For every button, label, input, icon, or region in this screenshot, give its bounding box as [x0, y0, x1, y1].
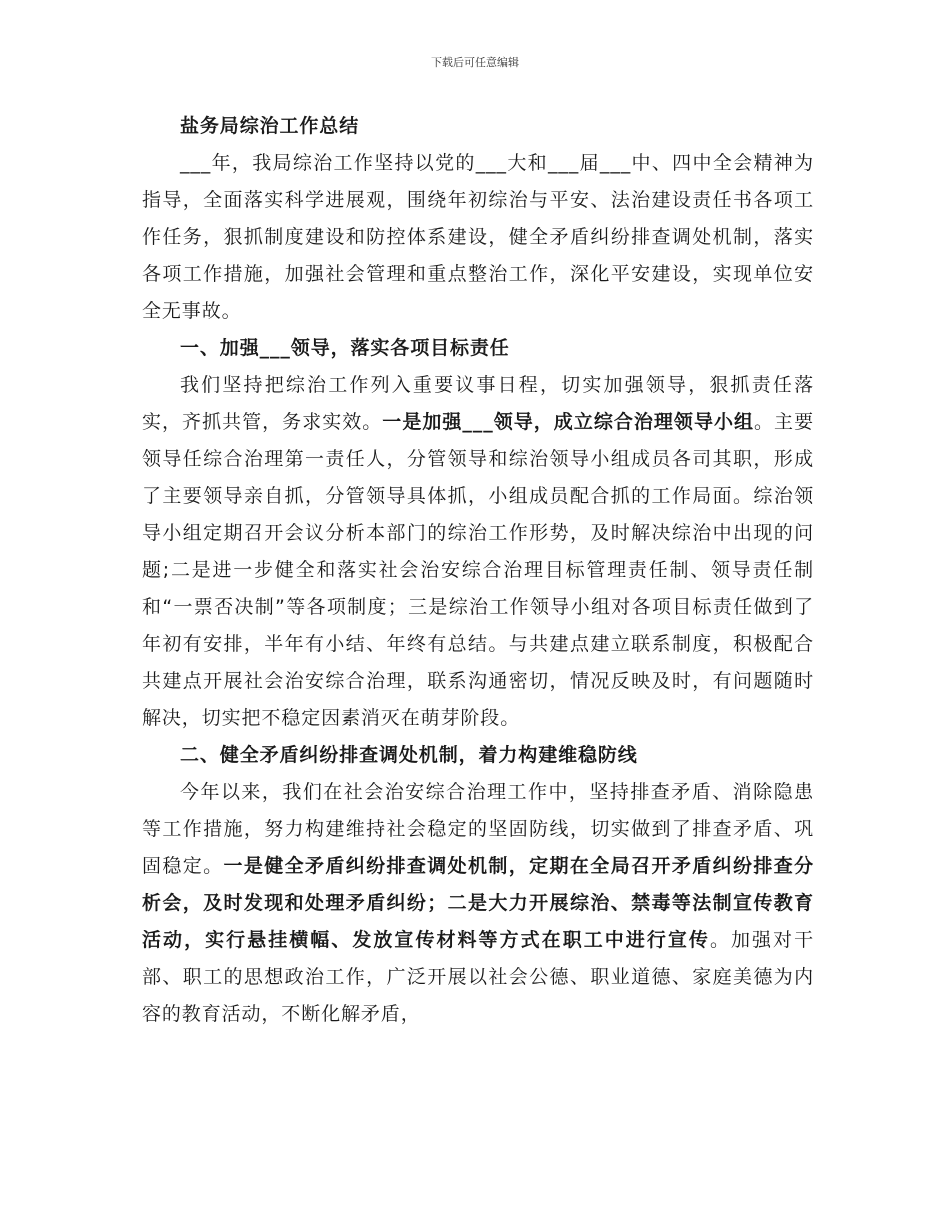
section2-paragraph — [142, 774, 814, 1033]
page-header: 下载后可任意编辑 — [431, 56, 519, 69]
section1-text-1: 我们坚持把综治工作列入重要议事日程，切实加强领导，狠抓责任落实，齐抓共管，务求实效。 — [142, 374, 814, 433]
section2-text-1: 今年以来，我们在社会治安综合治理工作中，坚持排查矛盾、消除隐患等工作措施，努力构建维持社会稳定的坚固防线，切实做到了排查矛盾、巩固稳定。 — [142, 781, 814, 877]
section1-bold-1: 一是加强___领导，成立综合治理领导小组 — [382, 411, 755, 433]
document-body — [142, 108, 814, 1033]
section2-bold-1: 一是健全矛盾纠纷排查调处机制，定期在全局召开矛盾纠纷排查分析会，及时发现和处理矛盾纠纷；二是大力开展综治、禁毒等法制宣传教育活动，实行悬挂横幅、发放宣传材料等方式在职工中进行宣传 — [142, 855, 814, 951]
section1-paragraph — [142, 367, 814, 737]
intro-paragraph: ___年，我局综治工作坚持以党的___大和___届___中、四中全会精神为指导，全面落实科学进展观，围绕年初综治与平安、法治建设责任书各项工作任务，狠抓制度建设和防控体系建设，健全矛盾纠纷排查调处机制，落实各项工作措施，加强社会管理和重点整治工作，深化平安建设，实现单位安全无事故。 — [142, 152, 814, 322]
section1-heading: 一、加强___领导，落实各项目标责任 — [180, 337, 510, 359]
section2-text-2: 。加强对干部、职工的思想政治工作，广泛开展以社会公德、职业道德、家庭美德为内容的教育活动，不断化解矛盾， — [142, 929, 814, 1025]
document-title: 盐务局综治工作总结 — [180, 115, 360, 137]
section2-heading: 二、健全矛盾纠纷排查调处机制，着力构建维稳防线 — [180, 744, 638, 766]
section1-text-2: 。主要领导任综合治理第一责任人，分管领导和综治领导小组成员各司其职，形成了主要领导亲自抓，分管领导具体抓，小组成员配合抓的工作局面。综治领导小组定期召开会议分析本部门的综治工作形势，及时解决综治中出现的问题;二是进一步健全和落实社会治安综合治理目标管理责任制、领导责任制和“一票否决制”等各项制度；三是综治工作领导小组对各项目标责任做到了年初有安排，半年有小结、年终有总结。与共建点建立联系制度，积极配合共建点开展社会治安综合治理，联系沟通密切，情况反映及时，有问题随时解决，切实把不稳定因素消灭在萌芽阶段。 — [142, 411, 814, 729]
